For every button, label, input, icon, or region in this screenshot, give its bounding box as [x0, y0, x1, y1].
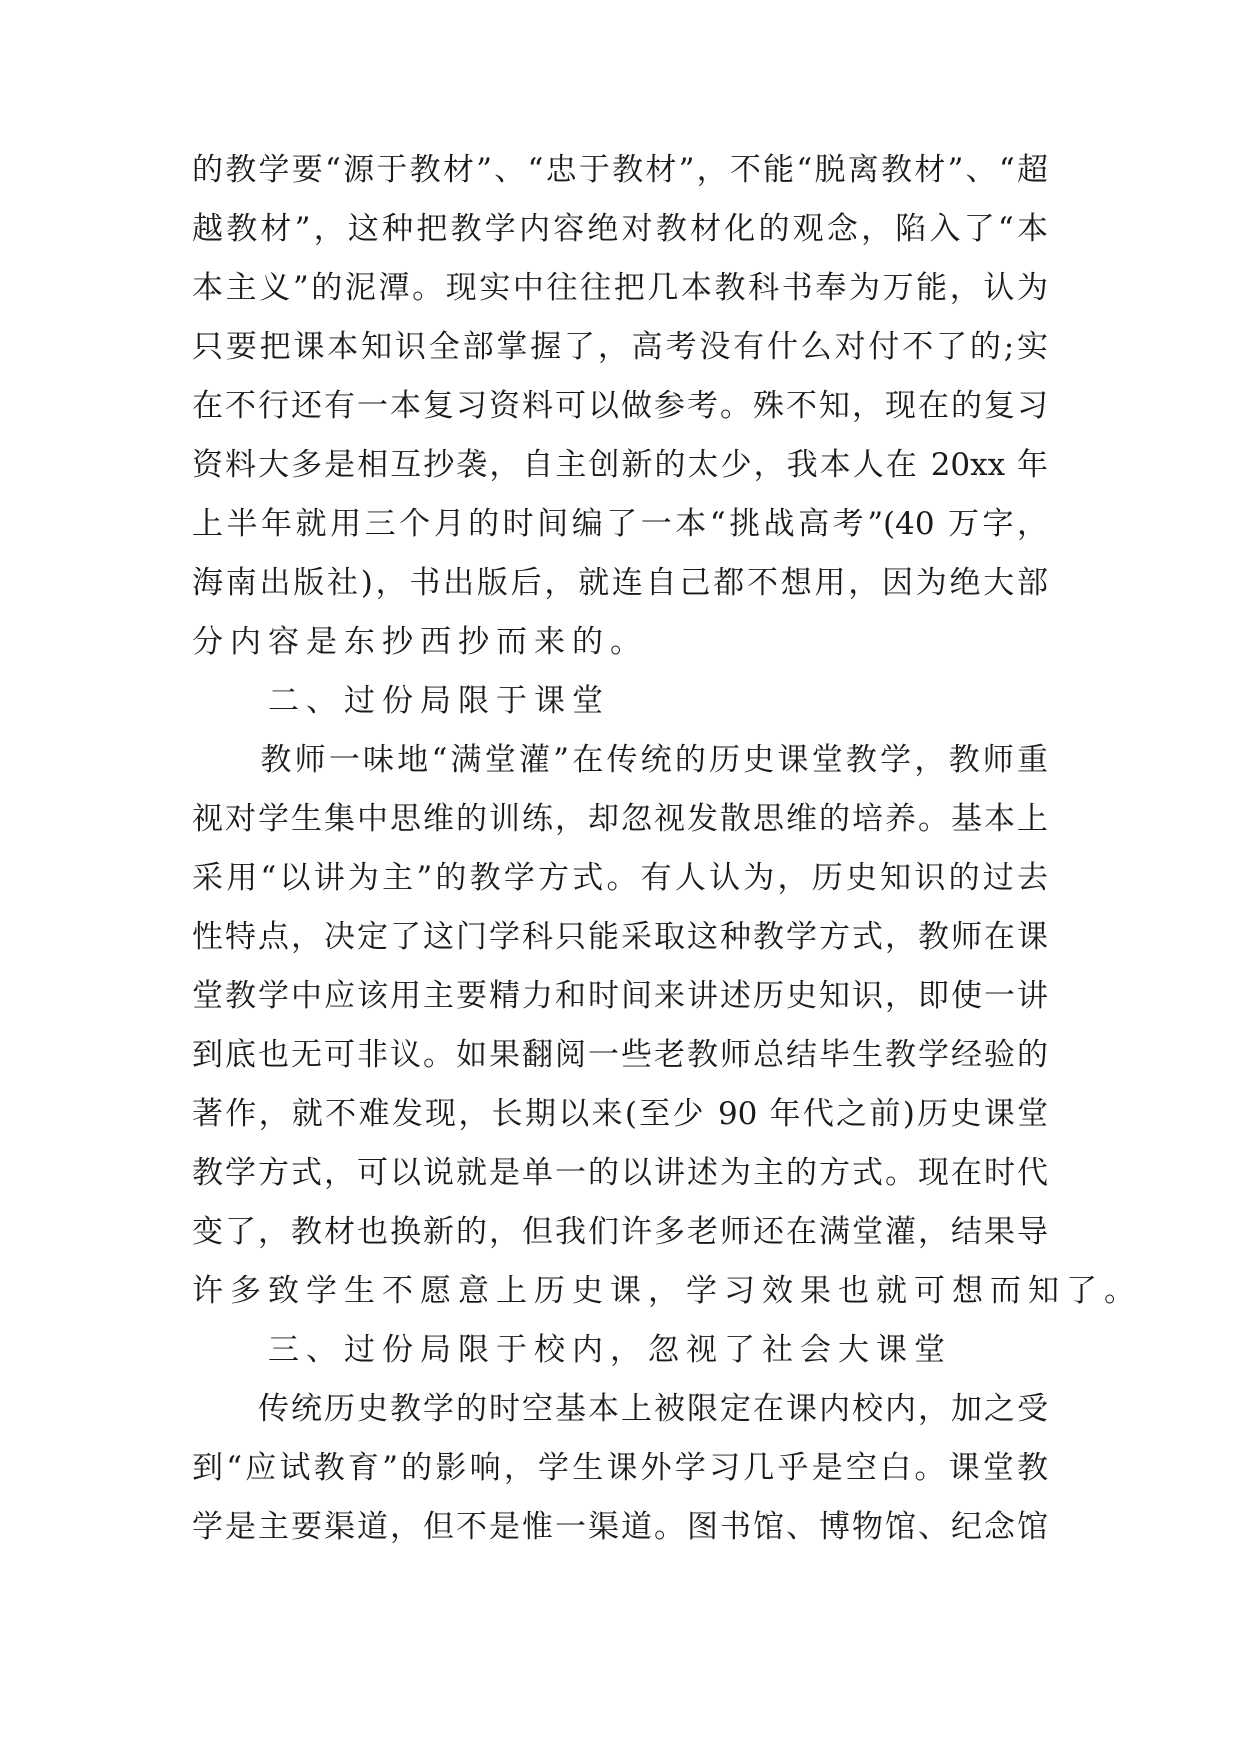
text-line: 教师一味地“满堂灌”在传统的历史课堂教学，教师重 [192, 742, 1048, 778]
text-line: 视对学生集中思维的训练，却忽视发散思维的培养。基本上 [192, 801, 1048, 837]
text-line: 传统历史教学的时空基本上被限定在课内校内，加之受 [192, 1391, 1048, 1427]
text-line: 在不行还有一本复习资料可以做参考。殊不知，现在的复习 [192, 388, 1048, 424]
section-heading: 三、过份局限于校内，忽视了社会大课堂 [192, 1332, 952, 1368]
text-line: 堂教学中应该用主要精力和时间来讲述历史知识，即使一讲 [192, 978, 1048, 1014]
section-heading: 二、过份局限于课堂 [192, 683, 610, 719]
text-line: 学是主要渠道，但不是惟一渠道。图书馆、博物馆、纪念馆 [192, 1509, 1048, 1545]
text-line: 许多致学生不愿意上历史课，学习效果也就可想而知了。 [192, 1273, 1142, 1309]
text-line: 分内容是东抄西抄而来的。 [192, 624, 648, 660]
text-line: 海南出版社)，书出版后，就连自己都不想用，因为绝大部 [192, 565, 1048, 601]
text-line: 的教学要“源于教材”、“忠于教材”，不能“脱离教材”、“超 [192, 152, 1048, 188]
text-line: 只要把课本知识全部掌握了，高考没有什么对付不了的;实 [192, 329, 1048, 365]
text-line: 本主义”的泥潭。现实中往往把几本教科书奉为万能，认为 [192, 270, 1048, 306]
text-line: 变了，教材也换新的，但我们许多老师还在满堂灌，结果导 [192, 1214, 1048, 1250]
text-line: 资料大多是相互抄袭，自主创新的太少，我本人在 20xx 年 [192, 447, 1048, 483]
text-line: 教学方式，可以说就是单一的以讲述为主的方式。现在时代 [192, 1155, 1048, 1191]
text-line: 上半年就用三个月的时间编了一本“挑战高考”(40 万字， [192, 506, 1048, 542]
text-line: 性特点，决定了这门学科只能采取这种教学方式，教师在课 [192, 919, 1048, 955]
text-line: 著作，就不难发现，长期以来(至少 90 年代之前)历史课堂 [192, 1096, 1048, 1132]
text-line: 到“应试教育”的影响，学生课外学习几乎是空白。课堂教 [192, 1450, 1048, 1486]
text-line: 采用“以讲为主”的教学方式。有人认为，历史知识的过去 [192, 860, 1048, 896]
text-line: 到底也无可非议。如果翻阅一些老教师总结毕生教学经验的 [192, 1037, 1048, 1073]
text-line: 越教材”，这种把教学内容绝对教材化的观念，陷入了“本 [192, 211, 1048, 247]
